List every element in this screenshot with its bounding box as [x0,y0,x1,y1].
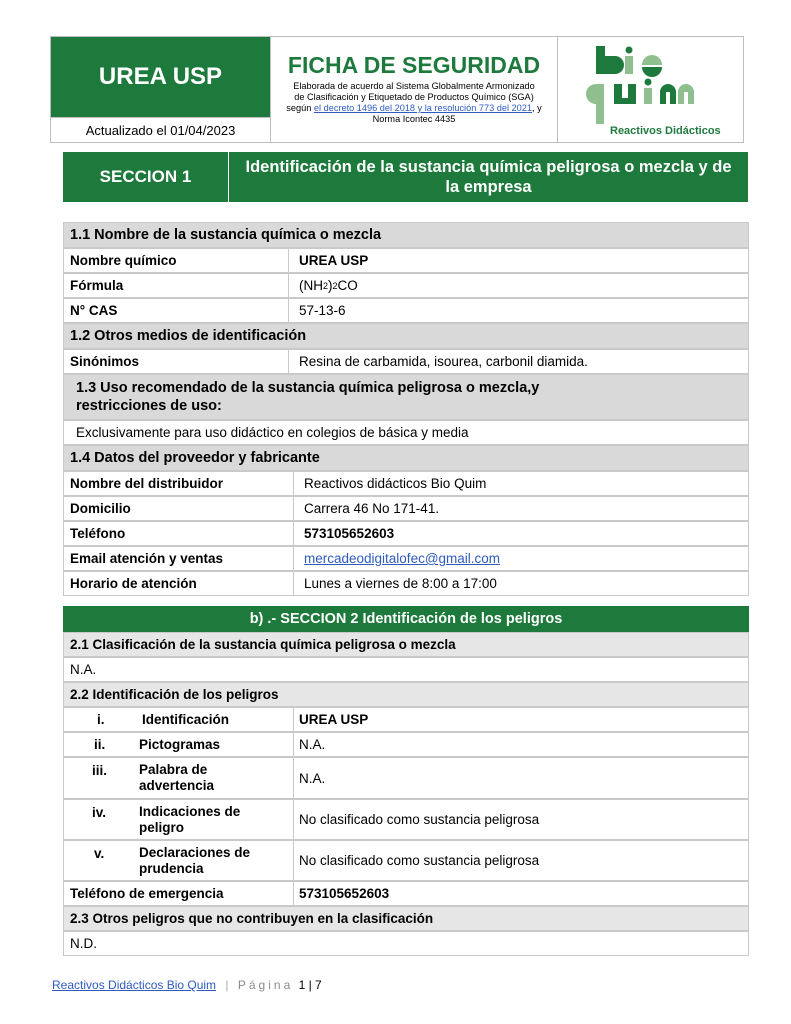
row-label-line: Indicaciones de [139,803,241,819]
section2-title: b) .- SECCION 2 Identificación de los peligros [63,606,749,632]
row-label: Nombre químico [70,253,177,268]
subsection-title: 1.1 Nombre de la sustancia química o mezcla [70,227,382,243]
subsection-title: 2.3 Otros peligros que no contribuyen en la clasificación [70,911,434,926]
row-value: UREA USP [299,712,369,727]
row-value: Lunes a viernes de 8:00 a 17:00 [304,576,497,591]
table-row [63,248,749,273]
cell-divider [288,249,289,272]
bioquim-logo [580,42,725,140]
subsection-title-line: restricciones de uso: [76,398,222,414]
cell-divider [293,758,294,798]
row-label: Pictogramas [139,737,221,752]
cell-divider [293,733,294,756]
document-title: FICHA DE SEGURIDAD [287,52,541,78]
row-value: Resina de carbamida, isourea, carbonil diamida. [299,354,588,369]
subsection-header-1-2 [63,323,749,349]
subtitle-line [274,103,554,125]
cell-divider [293,522,294,545]
row-value: 57-13-6 [299,303,346,318]
subsection-header-2-3 [63,906,749,931]
subtitle-line: Elaborada de acuerdo al Sistema Globalmente Armonizado [293,81,535,91]
footer-separator: | [225,978,229,992]
row-value: N.A. [299,737,326,752]
row-value [304,547,500,570]
row-label: Sinónimos [70,354,140,369]
table-row [63,799,749,840]
table-row [63,732,749,757]
subsection-title-line: 1.3 Uso recomendado de la sustancia química peligrosa o mezcla,y [76,380,540,396]
subsection-header-1-4 [63,445,749,471]
subsection-header-1-3 [63,374,749,420]
cell-divider [288,274,289,297]
subtitle-suffix: , y Norma Icontec 4435 [372,103,542,124]
item-number: iii. [92,763,108,778]
item-number: v. [94,846,105,861]
row-label [139,841,250,880]
product-name: UREA USP [98,63,223,90]
cell-divider [293,841,294,880]
row-label: Nombre del distribuidor [70,476,224,491]
subsection-header-2-2 [63,682,749,707]
formula-part: (NH [299,278,323,293]
row-label [139,758,214,798]
table-row [63,521,749,546]
row-value: UREA USP [299,253,369,268]
updated-date: Actualizado el 01/04/2023 [51,117,270,143]
product-name-banner [51,37,270,117]
row-value: No clasificado como sustancia peligrosa [299,853,540,868]
table-row [63,707,749,732]
row-value: 573105652603 [304,526,395,541]
table-row [63,496,749,521]
row-value: Exclusivamente para uso didáctico en colegios de básica y media [76,425,469,440]
cell-divider [293,882,294,905]
item-number: iv. [92,805,107,820]
cell-divider [288,350,289,373]
table-row [63,471,749,496]
row-label: Teléfono [70,526,126,541]
subsection-title: 2.1 Clasificación de la sustancia química peligrosa o mezcla [70,637,456,652]
cell-divider [293,800,294,839]
row-label [139,800,240,839]
row-label: Fórmula [70,278,124,293]
table-row [63,298,749,323]
row-label: Identificación [142,712,230,727]
subsection-header-1-1 [63,222,749,248]
row-label-line: prudencia [139,860,204,876]
row-label: N° CAS [70,303,118,318]
table-row [63,420,749,445]
row-value: No clasificado como sustancia peligrosa [299,812,540,827]
row-label-line: peligro [139,819,185,835]
document-subtitle [274,81,554,125]
row-value: 573105652603 [299,886,390,901]
row-value: Carrera 46 No 171-41. [304,501,440,516]
page-word: Página [237,978,294,992]
table-row [63,931,749,956]
table-row [63,571,749,596]
company-link[interactable]: Reactivos Didácticos Bio Quim [52,978,217,992]
formula-value [299,274,358,297]
cell-divider [293,497,294,520]
subsection-title: 1.4 Datos del proveedor y fabricante [70,450,320,466]
cell-divider [293,547,294,570]
formula-part: CO [337,278,358,293]
formula-part: ) [328,278,333,293]
subsection-title: 2.2 Identificación de los peligros [70,687,279,702]
item-number: ii. [94,737,106,752]
subtitle-prefix: según [286,103,314,113]
header-divider [557,37,558,142]
page-footer [52,978,322,992]
row-value: N.A. [299,770,326,786]
subsection-title: 1.2 Otros medios de identificación [70,328,307,344]
page-number: 1 | 7 [298,978,322,992]
row-value: Reactivos didácticos Bio Quim [304,476,487,491]
row-value: N.D. [70,936,97,951]
email-link[interactable]: mercadeodigitalofec@gmail.com [304,551,501,566]
cell-divider [288,299,289,322]
row-label: Teléfono de emergencia [70,886,224,901]
decree-link[interactable]: el decreto 1496 del 2018 y la resolución 773 del 2021 [313,103,532,113]
row-label-line: Palabra de [139,762,208,777]
section1-title-text: Identificación de la sustancia química peligrosa o mezcla y de la empresa [245,158,732,196]
row-label: Domicilio [70,501,131,516]
item-number: i. [97,712,105,727]
logo-tagline: Reactivos Didácticos [610,125,721,137]
cell-divider [293,572,294,595]
table-row [63,881,749,906]
cell-divider [293,708,294,731]
row-value: N.A. [70,662,97,677]
subsection-header-2-1 [63,632,749,657]
table-row [63,273,749,298]
formula-sub: 2 [323,280,329,291]
table-row [63,546,749,571]
section1-title [229,152,748,202]
row-label: Email atención y ventas [70,551,224,566]
section1-label: SECCION 1 [63,152,228,202]
cell-divider [293,472,294,495]
row-label-line: advertencia [139,778,215,793]
subtitle-line: de Clasificación y Etiquetado de Productos Químico (SGA) [294,92,534,102]
row-label-line: Declaraciones de [139,844,251,860]
subsection-title [76,375,539,419]
table-row [63,349,749,374]
table-row [63,657,749,682]
formula-sub: 2 [332,280,338,291]
table-row [63,840,749,881]
row-label: Horario de atención [70,576,197,591]
table-row [63,757,749,799]
